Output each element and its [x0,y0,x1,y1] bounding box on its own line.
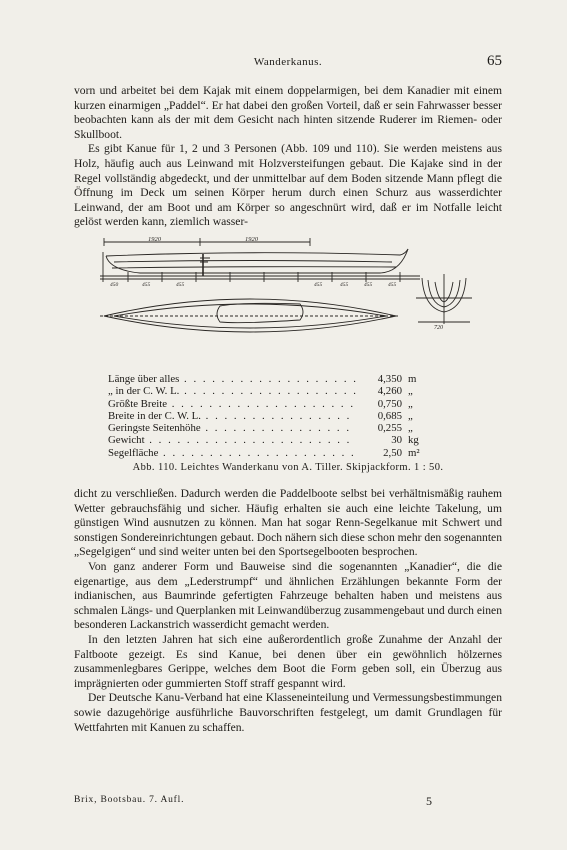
spec-row [108,410,434,422]
station-mark: 455 [176,282,185,288]
canoe-profile-view [100,249,420,282]
spec-label: Segelfläche . . . [108,447,356,459]
spec-unit: m [408,373,417,385]
spec-value: 30 [391,434,402,447]
spec-row [108,422,434,434]
dimension-line [104,238,310,246]
spec-label: Breite in der C. W. L. . . . [108,410,356,422]
dimension-label-mid: 1920 [245,236,258,243]
spec-unit: „ [408,397,413,410]
canoe-plan-view [100,299,400,332]
paragraph: Es gibt Kanue für 1, 2 und 3 Personen (Abb. 109 und 110). Sie werden meistens aus Holz, häufig auch aus Leinwand mit Holzversteifungen gebaut. Die Kajake sind in der Regel vollständig abgedeckt, und der unmittelbar auf dem Boden sitzende Mann pflegt die Öffnung im Deck um seinen Körper herum durch einen Schurz aus wasserdichter Leinwand, der am Boot und am Körper so angeschnürt wird, daß er im Notfalle leicht gelöst werden kann, ziemlich wasser- [74,142,502,229]
spec-row [108,398,434,410]
page-number: 65 [487,53,502,69]
spec-value: 2,50 [383,446,402,459]
station-mark: 455 [364,282,373,288]
spec-value: 0,750 [377,397,402,410]
paragraph: Der Deutsche Kanu-Verband hat eine Klasseneinteilung und Vermessungsbestimmungen sowie dazugehörige ausführliche Bauvorschriften festgelegt, um damit Grundlagen für Wettfahrten mit Kanuen zu schaffen. [74,691,502,734]
spec-unit: „ [408,422,413,435]
cross-section [416,274,472,324]
station-mark: 455 [142,282,151,288]
signature-number: 5 [426,794,432,808]
paragraph: Von ganz anderer Form und Bauweise sind die sogenannten „Kanadier“, die die eigenartige, aus dem „Lederstrumpf“ und ähnlichen Erzählungen bekannte Form der indianischen, aus Baumrinde gefertigten Fahrzeuge behalten haben und meistens aus schmalen Längs- und Querplanken mit Leinwandüberzug zusammengebaut und durch einen besonderen Lackanstrich wasserdicht gemacht werden. [74,559,502,632]
spec-value: 4,260 [377,385,402,398]
spec-value: 0,255 [377,422,402,435]
section-label: 720 [434,325,443,331]
canoe-drawing [100,232,480,344]
spec-row [108,385,434,397]
spec-row [108,373,434,385]
paragraph: dicht zu verschließen. Dadurch werden die Paddelboote selbst bei verhältnismäßig rauhem Wetter gebrauchsfähig und sicher. Häufig erhalten sie auch eine leichte Takelung, um günstigen Wind ausnutzen zu können. Man hat sogar Renn-Segelkanue mit Schwert und sonstigen Sondereinrichtungen gebaut. Doch nähern sich diese schon mehr den sogenannten „Segelgigen“ und sind weiter unten bei den Sportsegelbooten besprochen. [74,487,502,559]
station-mark: 455 [388,282,397,288]
spec-unit: „ [408,409,413,422]
spec-row [108,434,434,446]
spec-unit: m² [408,446,420,459]
text-block-top [74,84,502,230]
text-block-bottom [74,487,502,735]
spec-label: Größte Breite . . . [108,398,356,410]
page-header [74,53,502,74]
footer-signature: Brix, Bootsbau. 7. Aufl. [74,795,185,805]
figure-caption: Abb. 110. Leichtes Wanderkanu von A. Tiller. Skipjackform. 1 : 50. [132,462,444,473]
spec-table [108,373,434,459]
station-mark: 450 [110,282,119,288]
spec-label: Gewicht . . . [108,434,356,446]
spec-row [108,447,434,459]
spec-value: 0,685 [377,409,402,422]
spec-label: „ in der C. W. L. . . . [108,385,356,397]
running-head: Wanderkanus. [253,56,323,68]
spec-unit: kg [408,434,419,447]
station-mark: 455 [314,282,323,288]
dimension-label-left: 1920 [148,236,161,243]
paragraph: vorn und arbeitet bei dem Kajak mit einem doppelarmigen, bei dem Kanadier mit einem kurzen einarmigen „Paddel“. Er hat dabei den großen Vorteil, daß er sein Fahrwasser besser beobachten kann als der mit dem Gesicht nach hinten sitzende Ruderer im Riemen- oder Skullboot. [74,84,502,141]
station-mark: 455 [340,282,349,288]
spec-unit: „ [408,385,413,398]
paragraph: In den letzten Jahren hat sich eine außerordentlich große Zunahme der Anzahl der Faltboote gezeigt. Es sind Kanue, bei denen über ein gewöhnlich hölzernes zusammenlegbares Gerippe, welches dem Boot die Form geben soll, ein Überzug aus imprägnierten oder gummierten Stoff straff gespannt wird. [74,632,502,690]
spec-label: Geringste Seitenhöhe . . . [108,422,356,434]
spec-value: 4,350 [377,373,402,385]
spec-label: Länge über alles . . . [108,373,356,385]
